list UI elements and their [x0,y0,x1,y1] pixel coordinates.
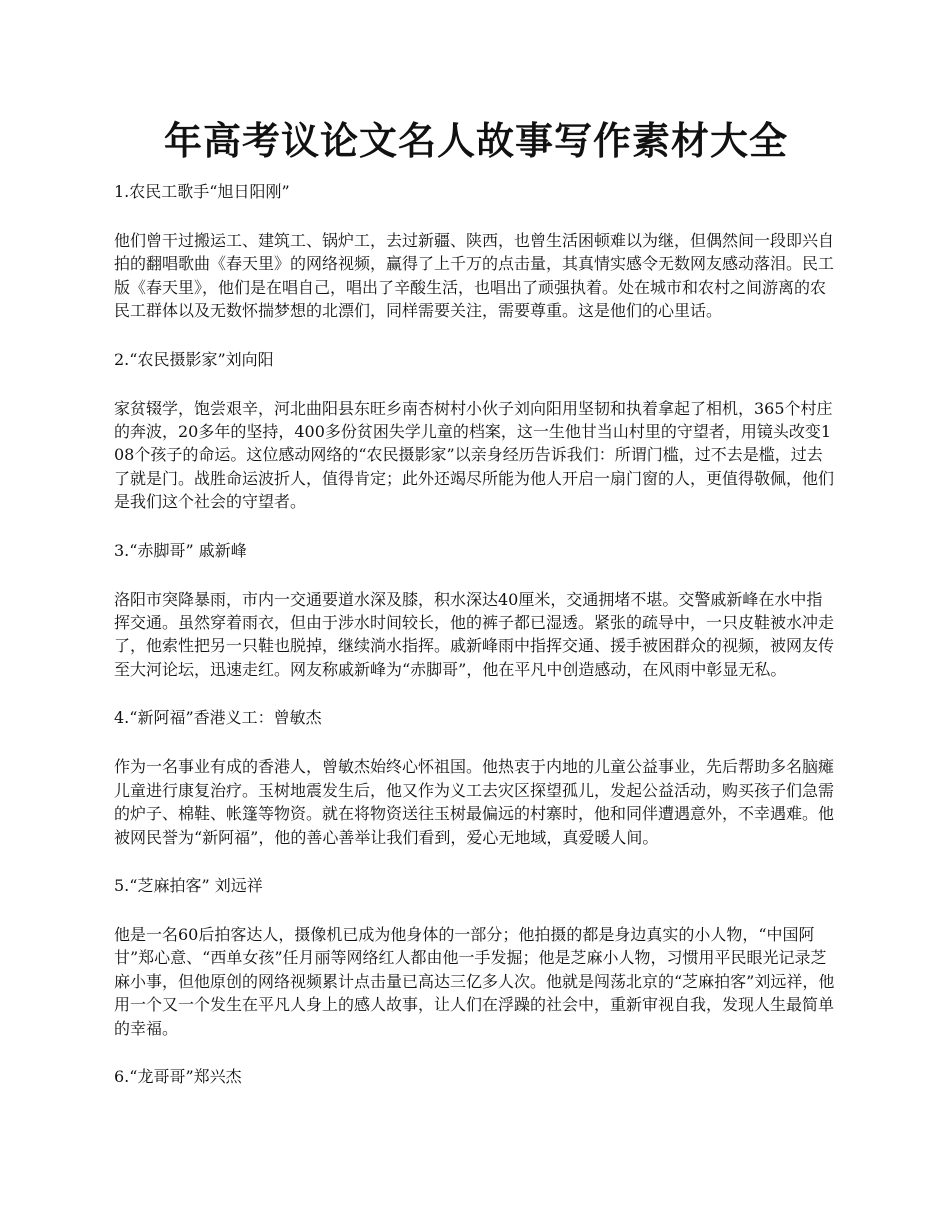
section [114,874,838,1040]
section-heading: 6.“龙哥哥”郑兴杰 [114,1066,242,1086]
section-paragraph: 作为一名事业有成的香港人，曾敏杰始终心怀祖国。他热衷于内地的儿童公益事业，先后帮助多名脑瘫儿童进行康复治疗。玉树地震发生后，他又作为义工去灾区探望孤儿，发起公益活动，购买孩子们急需的炉子、棉鞋、帐篷等物资。就在将物资送往玉树最偏远的村寨时，他和同伴遭遇意外，不幸遇难。他被网民誉为“新阿福”，他的善心善举让我们看到，爱心无地域，真爱暖人间。 [114,757,835,847]
section [114,539,838,682]
document-body [114,180,838,1089]
section [114,348,838,514]
section-heading: 4.“新阿福”香港义工：曾敏杰 [114,708,322,728]
section [114,706,838,849]
section-heading: 3.“赤脚哥” 戚新峰 [114,540,247,560]
section-heading: 2.“农民摄影家”刘向阳 [114,349,274,369]
section-heading: 5.“芝麻拍客” 刘远祥 [114,875,263,895]
section-paragraph: 洛阳市突降暴雨，市内一交通要道水深及膝，积水深达40厘米，交通拥堵不堪。交警戚新峰在水中指挥交通。虽然穿着雨衣，但由于涉水时间较长，他的裤子都已湿透。紧张的疏导中，一只皮鞋被水冲走了，他索性把另一只鞋也脱掉，继续淌水指挥。戚新峰雨中指挥交通、援手被困群众的视频，被网友传至大河论坛，迅速走红。网友称戚新峰为“赤脚哥”，他在平凡中创造感动，在风雨中彰显无私。 [114,589,835,679]
section-paragraph: 他是一名60后拍客达人，摄像机已成为他身体的一部分；他拍摄的都是身边真实的小人物，“中国阿甘”郑心意、“西单女孩”任月丽等网络红人都由他一手发掘；他是芝麻小人物，习惯用平民眼光记录芝麻小事，但他原创的网络视频累计点击量已高达三亿多人次。他就是闯荡北京的“芝麻拍客”刘远祥，他用一个又一个发生在平凡人身上的感人故事，让人们在浮躁的社会中，重新审视自我，发现人生最简单的幸福。 [114,924,835,1038]
section [114,180,838,323]
section [114,1065,838,1089]
section-heading: 1.农民工歌手“旭日阳刚” [114,182,290,201]
document-title: 年高考议论文名人故事写作素材大全 [163,118,788,163]
section-paragraph: 他们曾干过搬运工、建筑工、锅炉工，去过新疆、陕西，也曾生活困顿难以为继，但偶然间一段即兴自拍的翻唱歌曲《春天里》的网络视频，赢得了上千万的点击量，其真情实感令无数网友感动落泪。民工版《春天里》，他们是在唱自己，唱出了辛酸生活，也唱出了顽强执着。处在城市和农村之间游离的农民工群体以及无数怀揣梦想的北漂们，同样需要关注，需要尊重。这是他们的心里话。 [114,231,835,321]
section-paragraph: 家贫辍学，饱尝艰辛，河北曲阳县东旺乡南杏树村小伙子刘向阳用坚韧和执着拿起了相机，365个村庄的奔波，20多年的坚持，400多份贫困失学儿童的档案，这一生他甘当山村里的守望者，用镜头改变108个孩子的命运。这位感动网络的“农民摄影家”以亲身经历告诉我们：所谓门槛，过不去是槛，过去了就是门。战胜命运波折人，值得肯定；此外还竭尽所能为他人开启一扇门窗的人，更值得敬佩，他们是我们这个社会的守望者。 [114,398,835,512]
